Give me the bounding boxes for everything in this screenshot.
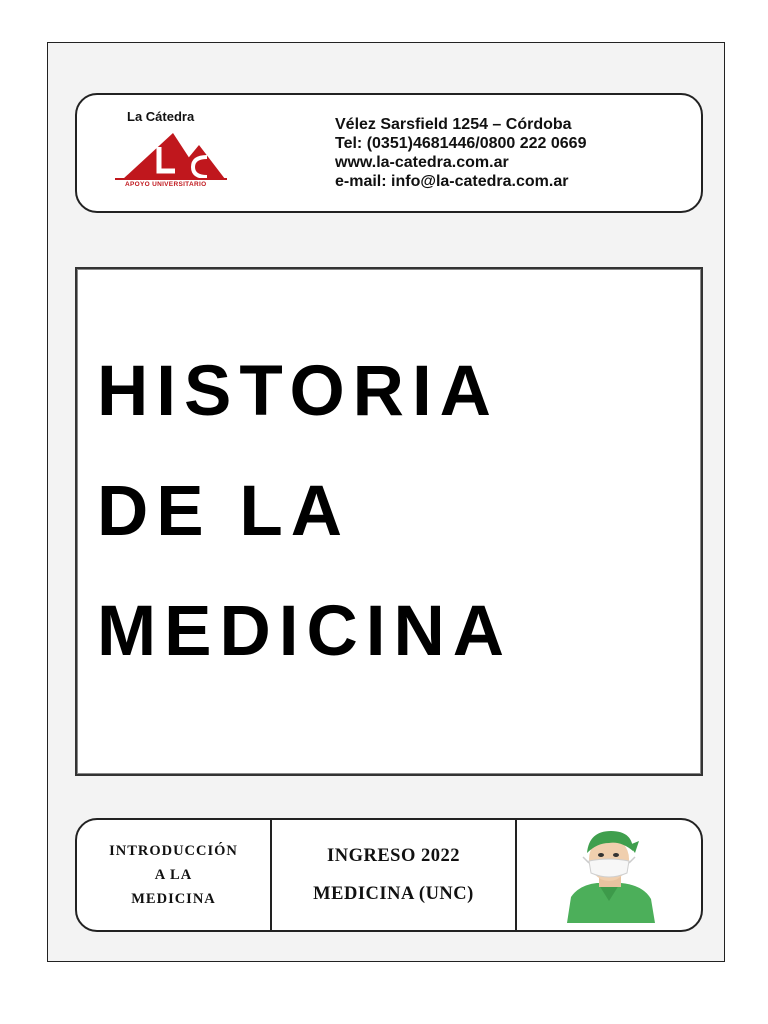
- header-box: [75, 93, 703, 213]
- ingreso-text: INGRESO 2022: [327, 846, 460, 866]
- career-text: MEDICINA (UNC): [313, 884, 474, 904]
- ingreso-cell: [272, 820, 517, 930]
- surgeon-image-cell: [517, 820, 701, 930]
- logo-title: La Cátedra: [127, 109, 195, 124]
- logo-subtitle: APOYO UNIVERSITARIO: [125, 181, 207, 188]
- email-text: e-mail: info@la-catedra.com.ar: [335, 173, 569, 190]
- contact-info: [335, 115, 586, 191]
- course-line-3: MEDICINA: [131, 891, 216, 907]
- course-line-2: A LA: [154, 867, 193, 883]
- document-page: [47, 42, 725, 962]
- title-line-3: MEDICINA: [97, 592, 513, 671]
- title-line-2: DE LA: [97, 472, 350, 551]
- footer-box: [75, 818, 703, 932]
- logo-triangle-icon: [115, 127, 265, 183]
- la-catedra-logo: [115, 105, 265, 201]
- course-cell: [77, 820, 272, 930]
- title-box: [75, 267, 703, 776]
- phone-text: Tel: (0351)4681446/0800 222 0669: [335, 135, 587, 152]
- surgeon-icon: [559, 827, 659, 923]
- address-text: Vélez Sarsfield 1254 – Córdoba: [335, 116, 572, 133]
- course-line-1: INTRODUCCIÓN: [109, 843, 238, 859]
- title-line-1: HISTORIA: [97, 352, 499, 431]
- website-text: www.la-catedra.com.ar: [335, 154, 509, 171]
